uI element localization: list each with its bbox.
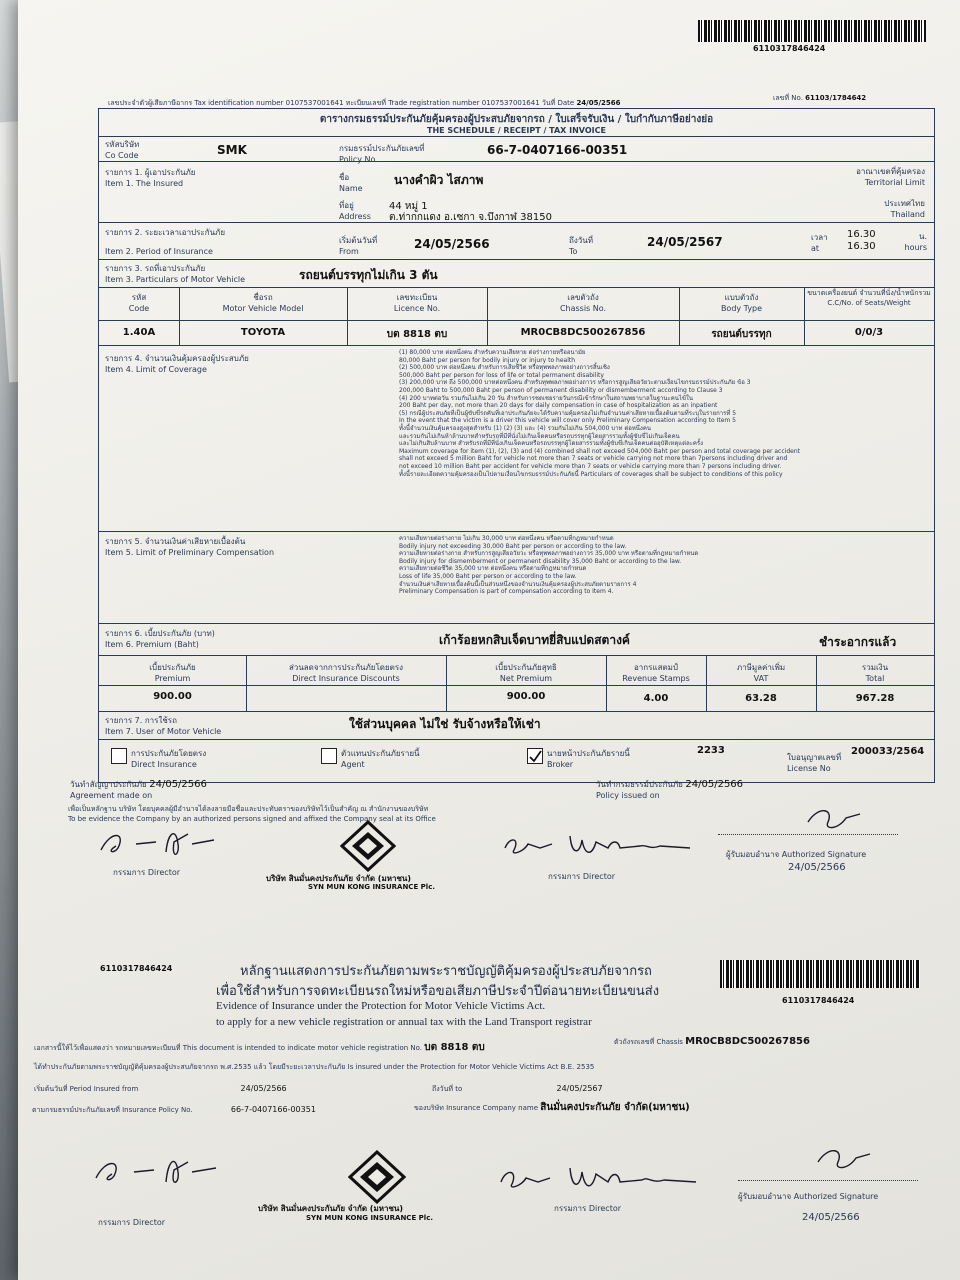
pr-net-value: 900.00: [506, 691, 546, 702]
coverage-line: 500,000 Baht per person for loss of life or total permanent disability: [399, 371, 604, 379]
authorized-date-2: 24/05/2566: [802, 1212, 860, 1223]
slip-title-en1: Evidence of Insurance under the Protection for Motor Vehicle Victims Act.: [216, 1000, 546, 1012]
direct-label: การประกันภัยโดยตรง Direct Insurance: [131, 749, 207, 769]
direct-checkbox[interactable]: [111, 748, 127, 764]
policy-no-label: กรมธรรม์ประกันภัยเลขที่ Policy No.: [339, 144, 425, 164]
slip-from-value: 24/05/2566: [240, 1084, 287, 1093]
director-label-3: กรรมการ Director: [98, 1218, 166, 1227]
coverage-line: (2) 500,000 บาท ต่อหนึ่งคน สำหรับการเสียชีวิต หรือทุพพลภาพอย่างถาวรสิ้นเชิง: [399, 364, 610, 372]
agent-label: ตัวแทนประกันภัยรายนี้ Agent: [341, 749, 420, 769]
slip-barcode-number: 6110317846424: [782, 996, 855, 1005]
company-name-en-2: SYN MUN KONG INSURANCE Plc.: [306, 1214, 434, 1222]
vh-body-value: รถยนต์บรรทุก: [711, 329, 772, 340]
pr-stamp-value: 4.00: [643, 693, 669, 704]
item1-label: รายการ 1. ผู้เอาประกันภัย Item 1. The Insured: [105, 168, 196, 188]
check-mark-icon: [528, 750, 542, 764]
slip-barcode: [720, 960, 920, 988]
pr-premium-header: เบี้ยประกันภัย Premium: [149, 663, 196, 683]
authorized-signature-2: [808, 1140, 878, 1176]
vh-cc-value: 0/0/3: [854, 327, 884, 338]
coverage-line: Maximum coverage for item (1), (2), (3) and (4) combined shall not exceed 504,000 Baht per person and total coverage per accident: [399, 447, 800, 455]
co-code-value: SMK: [217, 143, 247, 157]
vh-chassis-value: MR0CB8DC500267856: [520, 327, 646, 338]
broker-label: นายหน้าประกันภัยรายนี้ Broker: [547, 749, 630, 769]
coverage-line: (5) กรณีผู้ประสบภัยที่เป็นผู้ขับขี่รถคันที่เอาประกันภัยจะได้รับความคุ้มครองไม่เกินจำนวนค่าเสียหายเบื้องต้นตามที่ระบุในรายการที่ 5: [399, 409, 737, 417]
schedule-title-th: ตารางกรมธรรม์ประกันภัยคุ้มครองผู้ประสบภัยจากรถ / ใบเสร็จรับเงิน / ใบกำกับภาษีอย่างย่อ: [319, 114, 714, 125]
slip-title-th2: เพื่อใช้สำหรับการจดทะเบียนรถใหม่หรือขอเสียภาษีประจำปีต่อนายทะเบียนขนส่ง: [216, 984, 660, 999]
preliminary-compensation-list: [399, 535, 929, 596]
premium-in-words: เก้าร้อยหกสิบเจ็ดบาทยี่สิบแปดสตางค์: [439, 633, 630, 647]
item2-label: รายการ 2. ระยะเวลาเอาประกันภัย Item 2. Period of Insurance: [105, 228, 226, 256]
vh-licence-value: บต 8818 ตบ: [386, 329, 448, 340]
preliminary-line: ความเสียหายต่อร่างกาย ไม่เกิน 30,000 บาท ต่อหนึ่งคน หรือตามที่กฎหมายกำหนด: [399, 535, 614, 542]
slip-policy-value: 66-7-0407166-00351: [230, 1105, 316, 1114]
slip-reg-line: เอกสารนี้ให้ไว้เพื่อแสดงว่า รถหมายเลขทะเบียนที่ This document is intended to indicate motor vehicle registration No. บต 8818 ตบ: [34, 1042, 485, 1053]
doc-no-value: 61103/1784642: [805, 94, 867, 102]
slip-period-from: เริ่มต้นวันที่ Period Insured from 24/05/2566: [34, 1084, 287, 1093]
vh-model-value: TOYOTA: [240, 327, 286, 338]
territory-value: ประเทศไทย Thailand: [884, 199, 925, 219]
slip-act-line: ได้ทำประกันภัยตามพระราชบัญญัติคุ้มครองผู้ประสบภัยจากรถ พ.ศ.2535 แล้ว โดยมีระยะเวลาประกันภัย Is insured under the Protection for Motor Vehicle Victims Act B.E. 2535: [34, 1063, 595, 1071]
company-logo-icon-2: [348, 1150, 406, 1204]
slip-number: 6110317846424: [100, 964, 173, 973]
authorized-signature-1: [798, 800, 868, 836]
preliminary-line: จำนวนเงินค่าเสียหายเบื้องต้นนี้เป็นส่วนหนึ่งของจำนวนเงินคุ้มครองผู้ประสบภัยตามรายการ 4: [399, 580, 637, 588]
license-no: 200033/2564: [851, 746, 925, 757]
period-to: 24/05/2567: [647, 235, 723, 249]
address-line1: 44 หมู่ 1: [389, 201, 428, 212]
slip-reg-value: บต 8818 ตบ: [424, 1042, 485, 1053]
agreement-label: วันทำสัญญาประกันภัย 24/05/2566 Agreement made on: [70, 779, 207, 800]
item6-label: รายการ 6. เบี้ยประกันภัย (บาท) Item 6. Premium (Baht): [105, 629, 215, 649]
coverage-line: 80,000 Baht per person for bodily injury or injury to health: [399, 356, 576, 364]
from-label: เริ่มต้นวันที่ From: [339, 236, 378, 256]
agent-checkbox[interactable]: [321, 748, 337, 764]
date-label: วันที่ Date: [541, 99, 575, 107]
director-signature-1: [96, 822, 226, 862]
coverage-line: 200 Baht per day, not more than 20 days for daily compensation in case of hospitalization as an inpatient: [399, 402, 718, 410]
director-label-4: กรรมการ Director: [554, 1204, 622, 1213]
item3-label: รายการ 3. รถที่เอาประกันภัย Item 3. Particulars of Motor Vehicle: [105, 264, 246, 284]
issued-label: วันทำกรมธรรม์ประกันภัย 24/05/2566 Policy issued on: [596, 779, 744, 800]
period-from: 24/05/2566: [414, 237, 490, 251]
pr-total-header: รวมเงิน Total: [861, 663, 889, 683]
company-name-en: SYN MUN KONG INSURANCE Plc.: [308, 883, 436, 891]
coverage-line: ทั้งนี้จำนวนเงินคุ้มครองสูงสุดสำหรับ (1) (2) (3) และ (4) รวมกันไม่เกิน 504,000 บาท ต่อหนึ่งคน: [399, 424, 651, 432]
insured-name: นางคำผิว ไสภาพ: [394, 173, 484, 187]
slip-chassis-value: MR0CB8DC500267856: [685, 1036, 810, 1047]
vehicle-use: ใช้ส่วนบุคคล ไม่ใช่ รับจ้างหรือให้เช่า: [349, 717, 541, 731]
vh-code-header: รหัส Code: [128, 293, 150, 313]
address-label: ที่อยู่ Address: [339, 201, 371, 221]
pr-stamp-header: อากรแสตมป์ Revenue Stamps: [622, 663, 690, 683]
territory-label: อาณาเขตที่คุ้มครอง Territorial Limit: [856, 167, 925, 187]
slip-company-value: สินมั่นคงประกันภัย จำกัด(มหาชน): [540, 1102, 690, 1113]
name-label: ชื่อ Name: [339, 173, 363, 193]
time-to: 16.30: [847, 241, 876, 252]
policy-no-value: 66-7-0407166-00351: [487, 143, 628, 157]
schedule-frame: [98, 108, 935, 783]
vh-chassis-header: เลขตัวถัง Chassis No.: [559, 293, 607, 313]
coverage-line: ทั้งนี้รายละเอียดความคุ้มครองเป็นไปตามเงื่อนไขกรมธรรม์ประกันภัยนี้ Particulars of coverages shall be subject to conditions of this policy: [399, 470, 783, 478]
vh-code-value: 1.40A: [122, 327, 156, 338]
co-code-label: รหัสบริษัท Co Code: [105, 140, 140, 160]
slip-title-th1: หลักฐานแสดงการประกันภัยตามพระราชบัญญัติคุ้มครองผู้ประสบภัยจากรถ: [240, 964, 652, 979]
slip-chassis-line: ตัวถังรถเลขที่ Chassis MR0CB8DC500267856: [614, 1036, 810, 1047]
insurance-document: [18, 0, 960, 1280]
tax-id-value: 0107537001641: [285, 99, 344, 107]
authorized-label-2: ผู้รับมอบอำนาจ Authorized Signature: [738, 1192, 879, 1201]
top-barcode-number: 6110317846424: [753, 44, 826, 53]
time-unit: น. hours: [904, 232, 927, 252]
director-label-1: กรรมการ Director: [113, 868, 181, 877]
stamp-duty-paid: ชำระอากรแล้ว: [819, 635, 897, 649]
pr-premium-value: 900.00: [153, 691, 192, 702]
to-label: ถึงวันที่ To: [569, 236, 593, 256]
company-name-th: บริษัท สินมั่นคงประกันภัย จำกัด (มหาชน): [266, 874, 412, 883]
doc-no-label: เลขที่ No.: [773, 94, 803, 102]
issued-date: 24/05/2566: [685, 779, 744, 790]
premium-table: [99, 655, 934, 711]
director-signature-4: [496, 1158, 706, 1200]
slip-to-value: 24/05/2567: [556, 1084, 603, 1093]
license-label: ใบอนุญาตเลขที่ License No: [787, 753, 842, 773]
item4-label: รายการ 4. จำนวนเงินคุ้มครองผู้ประสบภัย Item 4. Limit of Coverage: [105, 354, 249, 374]
preliminary-line: Bodily injury not exceeding 30,000 Baht per person or according to the law.: [399, 542, 627, 550]
coverage-line: not exceed 10 million Baht per accident for vehicle more than 7 seats or vehicle carrying more than 7 persons including driver.: [399, 462, 782, 470]
coverage-line: และรวมกันไม่เกินห้าล้านบาทสำหรับรถที่มีที่นั่งไม่เกินเจ็ดคนหรือรถบรรทุกผู้โดยสารรวมทั้งผู้ขับขี่ไม่เกินเจ็ดคน: [399, 432, 680, 440]
preliminary-line: ความเสียหายต่อชีวิต 35,000 บาท ต่อหนึ่งคน หรือตามที่กฎหมายกำหนด: [399, 565, 587, 573]
doc-no-line: [773, 93, 866, 104]
address-line2: ต.ท่ากกแดง อ.เซกา จ.บึงกาฬ 38150: [389, 212, 552, 223]
director-label-2: กรรมการ Director: [548, 872, 616, 881]
time-label: เวลา at: [811, 233, 828, 253]
pr-total-value: 967.28: [855, 693, 895, 704]
preliminary-line: Preliminary Compensation is part of compensation according to Item 4.: [399, 588, 614, 596]
vh-cc-header: ขนาดเครื่องยนต์ จำนวนที่นั่ง/น้ำหนักรวม C.C/No. of Seats/Weight: [807, 289, 931, 307]
pr-net-header: เบี้ยประกันภัยสุทธิ Net Premium: [495, 663, 557, 683]
company-logo-icon: [340, 820, 396, 872]
trade-reg-value: 0107537001641: [481, 99, 540, 107]
coverage-line: (4) 200 บาทต่อวัน รวมกันไม่เกิน 20 วัน สำหรับการชดเชยรายวันกรณีเข้ารักษาในสถานพยาบาลในฐานะคนไข้ใน: [399, 394, 693, 402]
tax-id-label: เลขประจำตัวผู้เสียภาษีอากร Tax identification number: [108, 99, 284, 107]
slip-title-en2: to apply for a new vehicle registration or annual tax with the Land Transport registrar: [216, 1016, 592, 1028]
authorized-label-1: ผู้รับมอบอำนาจ Authorized Signature: [726, 850, 867, 859]
vehicle-category: รถยนต์บรรทุกไม่เกิน 3 ตัน: [299, 268, 438, 282]
coverage-line: In the event that the victim is a driver this vehicle will cover only Preliminary Compensation according to Item 5: [399, 417, 736, 425]
preliminary-line: Loss of life 35,000 Baht per person or according to the law.: [399, 572, 577, 580]
vh-model-header: ชื่อรถ Motor Vehicle Model: [222, 293, 304, 313]
vh-body-header: แบบตัวถัง Body Type: [720, 293, 763, 313]
top-barcode: [698, 20, 926, 42]
authorized-date-1: 24/05/2566: [788, 862, 846, 873]
time-from: 16.30: [847, 229, 876, 240]
preliminary-line: Bodily injury for dismemberment or permanent disability 35,000 Baht or according to the law.: [399, 557, 682, 565]
coverage-line: shall not exceed 5 million Baht for vehicle not more than 7 seats or vehicle carrying not more than 7persons including driver and: [399, 455, 788, 463]
company-name-th-2: บริษัท สินมั่นคงประกันภัย จำกัด (มหาชน): [258, 1204, 404, 1213]
coverage-line: (3) 200,000 บาท ถึง 500,000 บาทต่อหนึ่งคน สำหรับทุพพลภาพอย่างถาวร หรือการสูญเสียอวัยวะตามเงื่อนไขกรมธรรม์ประกันภัย ข้อ 3: [399, 379, 751, 387]
slip-company-line: ของบริษัท Insurance Company name สินมั่นคงประกันภัย จำกัด(มหาชน): [414, 1102, 690, 1113]
coverage-line: และไม่เกินสิบล้านบาท สำหรับรถที่มีที่นั่งเกินเจ็ดคนหรือรถบรรทุกผู้โดยสารรวมทั้งผู้ขับขี่เกินเจ็ดคนต่ออุบัติเหตุแต่ละครั้ง: [399, 440, 704, 448]
trade-reg-label: ทะเบียนเลขที่ Trade registration number: [345, 99, 480, 107]
broker-checkbox[interactable]: [527, 748, 543, 764]
coverage-line: 200,000 Baht to 500,000 Baht per person of permanent disability or dismemberment according to Clause 3: [399, 386, 723, 394]
coverage-line: (1) 80,000 บาท ต่อหนึ่งคน สำหรับความเสียหาย ต่อร่างกายหรืออนามัย: [399, 349, 586, 356]
date-value: 24/05/2566: [576, 99, 621, 107]
item5-label: รายการ 5. จำนวนเงินค่าเสียหายเบื้องต้น Item 5. Limit of Preliminary Compensation: [105, 537, 275, 557]
preliminary-line: ความเสียหายต่อร่างกาย สำหรับการสูญเสียอวัยวะ หรือทุพพลภาพอย่างถาวร 35,000 บาท หรือตามที่กฎหมายกำหนด: [399, 550, 699, 558]
schedule-title-en: THE SCHEDULE / RECEIPT / TAX INVOICE: [427, 126, 606, 135]
item7-label: รายการ 7. การใช้รถ Item 7. User of Motor Vehicle: [105, 716, 222, 736]
coverage-list: [399, 349, 929, 478]
slip-policy-line: ตามกรมธรรม์ประกันภัยเลขที่ Insurance Policy No. 66-7-0407166-00351: [32, 1105, 316, 1114]
slip-period-to: ถึงวันที่ to 24/05/2567: [432, 1084, 603, 1093]
broker-code: 2233: [697, 745, 725, 756]
vehicle-table: [99, 287, 934, 345]
pr-vat-header: ภาษีมูลค่าเพิ่ม VAT: [736, 663, 786, 683]
pr-vat-value: 63.28: [745, 693, 777, 704]
vh-licence-header: เลขทะเบียน Licence No.: [393, 293, 441, 313]
director-signature-3: [90, 1148, 230, 1192]
pr-discount-header: ส่วนลดจากการประกันภัยโดยตรง Direct Insurance Discounts: [288, 663, 404, 683]
agreement-date: 24/05/2566: [149, 779, 207, 790]
evidence-statement: เพื่อเป็นหลักฐาน บริษัท โดยบุคคลผู้มีอำนาจได้ลงลายมือชื่อและประทับตราของบริษัทไว้เป็นสำคัญ ณ สำนักงานของบริษัท To be evidence the Company by an authorized persons signed and affixed the Company seal at its Office: [68, 805, 436, 823]
director-signature-2: [500, 826, 700, 866]
